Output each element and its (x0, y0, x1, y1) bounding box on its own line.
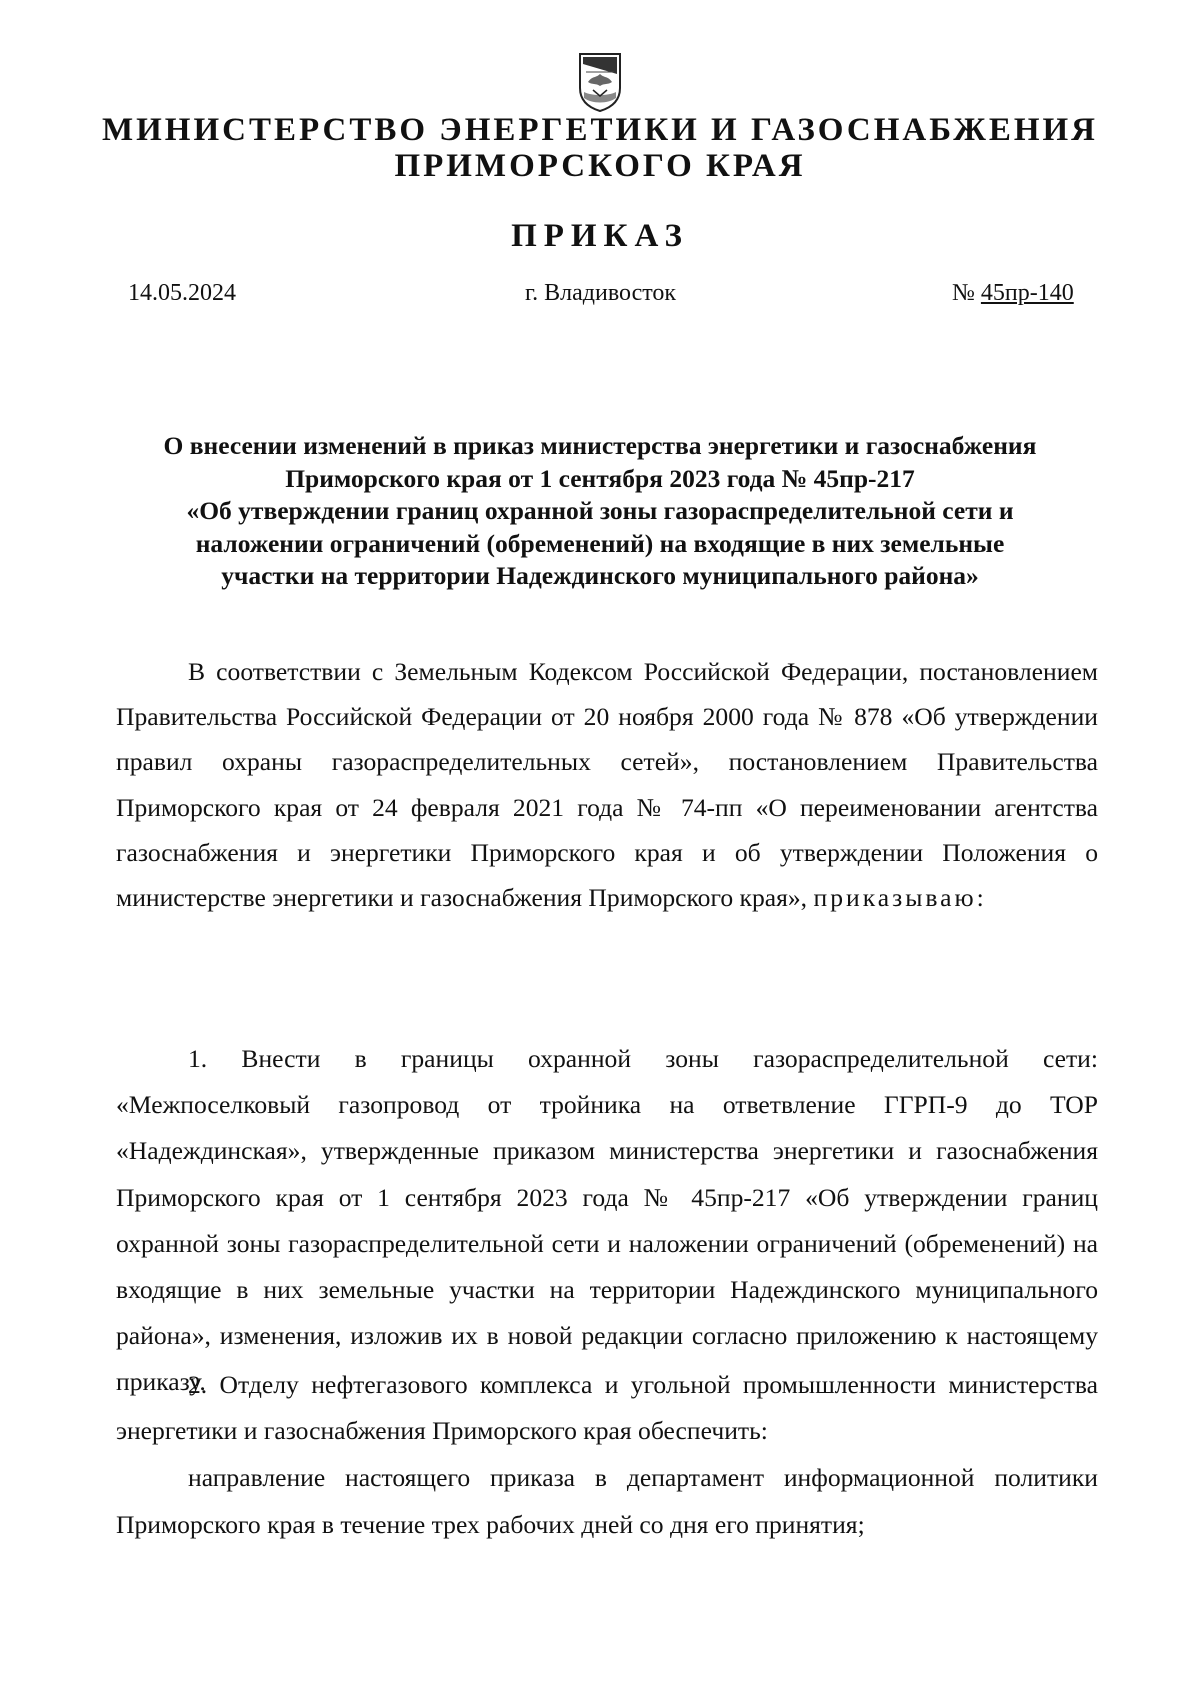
order-number-prefix: № (952, 280, 975, 306)
order-item-2: 2. Отделу нефтегазового комплекса и угольной промышленности министерства энергетики и газоснабжения Приморского края обеспечить: (116, 1370, 1098, 1446)
order-subject (100, 430, 1100, 593)
document-type: ПРИКАЗ (511, 218, 689, 254)
subject-line: участки на территории Надеждинского муниципального района» (221, 561, 979, 590)
order-city: г. Владивосток (525, 280, 677, 306)
order-number (952, 280, 1074, 307)
subject-line: «Об утверждении границ охранной зоны газораспределительной сети и (186, 496, 1014, 525)
ministry-name-line1: МИНИСТЕРСТВО ЭНЕРГЕТИКИ И ГАЗОСНАБЖЕНИЯ (101, 112, 1099, 148)
primorsky-krai-coat-of-arms-icon (574, 52, 626, 112)
preamble-text: В соответствии с Земельным Кодексом Российской Федерации, постановлением Правительства Российской Федерации от 20 ноября 2000 года № 878 «Об утверждении правил охраны газораспределительных сетей», постановлением Правительства Приморского края от 24 февраля 2021 года № 74-пп «О переименовании агентства газоснабжения и энергетики Приморского края и об утверждении Положения о министерстве энергетики и газоснабжения Приморского края», (116, 657, 1098, 913)
order-item-1: 1. Внести в границы охранной зоны газораспределительной сети: «Межпоселковый газопровод от тройника на ответвление ГГРП-9 до ТОР «Надеждинская», утвержденные приказом министерства энергетики и газоснабжения Приморского края от 1 сентября 2023 года № 45пр-217 «Об утверждении границ охранной зоны газораспределительной сети и наложении ограничений (обременений) на входящие в них земельные участки на территории Надеждинского муниципального района», изменения, изложив их в новой редакции согласно приложению к настоящему приказу. (116, 1044, 1098, 1397)
subject-line: Приморского края от 1 сентября 2023 года № 45пр-217 (285, 463, 915, 493)
subject-line: наложении ограничений (обременений) на входящие в них земельные (195, 528, 1005, 558)
order-date: 14.05.2024 (128, 280, 236, 306)
preamble-section (116, 649, 1098, 920)
order-word: приказываю: (813, 883, 987, 913)
item-1-section (116, 1036, 1098, 1406)
order-number-value: 45пр-140 (980, 280, 1074, 306)
order-item-2-subitem: направление настоящего приказа в департамент информационной политики Приморского края в течение трех рабочих дней со дня его принятия; (116, 1463, 1098, 1539)
ministry-name-line2: ПРИМОРСКОГО КРАЯ (394, 148, 806, 184)
subject-line: О внесении изменений в приказ министерства энергетики и газоснабжения (163, 431, 1037, 460)
ministry-name (60, 112, 1140, 184)
item-2-section (116, 1362, 1098, 1548)
preamble-paragraph (116, 649, 1098, 920)
